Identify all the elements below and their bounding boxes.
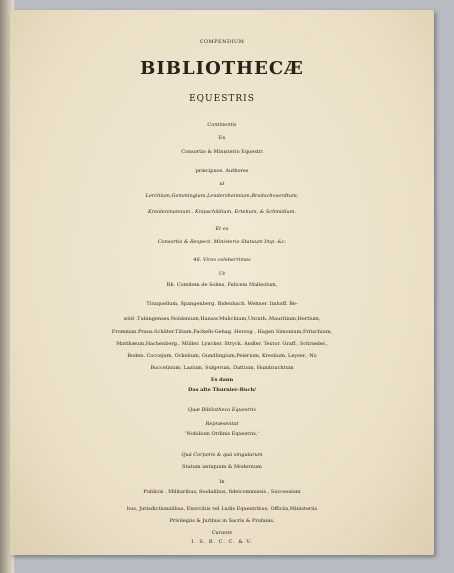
line-repraesentat: Repræsentat (205, 421, 239, 427)
title-line-compendium: COMPENDIUM (199, 39, 245, 45)
line-nobilium-ordinis: 'Nobilium Ordinis Equestris,' (185, 431, 259, 437)
title-line-equestris: EQUESTRIS (189, 94, 255, 104)
line-ut-2: Ut (218, 271, 226, 277)
title-page (10, 10, 434, 555)
subtitle-ex: Ex (218, 135, 226, 141)
line-curante: Curante (211, 530, 233, 536)
line-qua-corporis: Quà Corporis & quà singularum (181, 452, 263, 458)
names-line-6: Buccelinum, Lazium, Sulgerum, Dattium, Humbrachtum (150, 365, 294, 371)
title-line-bibliothecae: BIBLIOTHECÆ (140, 58, 304, 79)
line-publicis-militaribus: Publicis . Militaribus, feudalibus, fideicommissis , Successioni (143, 489, 301, 495)
line-statum-antiquum: Statum antiquum & Modernum (182, 464, 262, 470)
line-in: In (219, 479, 225, 485)
line-privilegiis: Privilegiis & Juribus in Sacris & Profanis. (169, 518, 275, 524)
authors-line-1: Lerchium,Gemmingium,Lendersheimium,Braitschvverdtum, (145, 193, 299, 199)
names-line-3: Fromman.Praus.Schilter.Titium,Packelb-Gehag. Herzog , Hagen Simonium,Fritschium, (111, 329, 333, 335)
line-comitem-de-solms: Rh. Comitem de Solms, Felicem Malleolum, (166, 282, 278, 288)
subtitle-continentis: Continentis (207, 122, 237, 128)
line-jurisdictionalibus: bus, Jurisdictionalibus, Exercitiis vel Ludis Equestribus, Officiis,Ministeriis (126, 506, 318, 512)
names-line-5: Boden. Coccejum, Ockelium, Gundlingium,Pelerium, Kreslium, Leyser., No (127, 353, 317, 359)
line-consortio-statuum: Consortio & Respect. Ministerio Statuum Imp. &c. (157, 239, 287, 245)
names-line-2: sold ,Tubingenses,Noldenium,Hanaw,Mulichium,Unrath.,Mauritium,Hertium, (123, 316, 321, 322)
line-viros-celeberrimos: 46. Viros celeberrimos (193, 257, 251, 263)
names-line-1: Tiraquellum, Spangenberg. Bidenbach. Wehner. Imhoff. Be- (146, 301, 298, 307)
line-thurnier-buch: Das alte Thurnier-Buch/ (188, 387, 256, 393)
line-quae-bibliotheca: Quæ Bibliotheca Equestris (187, 407, 256, 413)
line-et-ex: Et ex (215, 226, 229, 232)
authors-line-2: Kreidenmannum , Knipschildium, Ertelium, & Schmidium. (148, 209, 296, 215)
names-line-4: Matthæum,Hachenberg., Müller. Lyncker. Stryck. Andler. Textor. Graff., Schrœder., (116, 341, 328, 347)
line-ut-1: ut (219, 181, 225, 187)
line-praecipuos-authores: præcipuos. Authores (195, 168, 249, 174)
line-consortio-ministerio: Consortio & Ministerio Equestri (181, 149, 263, 155)
line-initials: I. S. B. C. C. & V. (191, 539, 253, 545)
line-es-dann: Es dann (210, 377, 234, 383)
